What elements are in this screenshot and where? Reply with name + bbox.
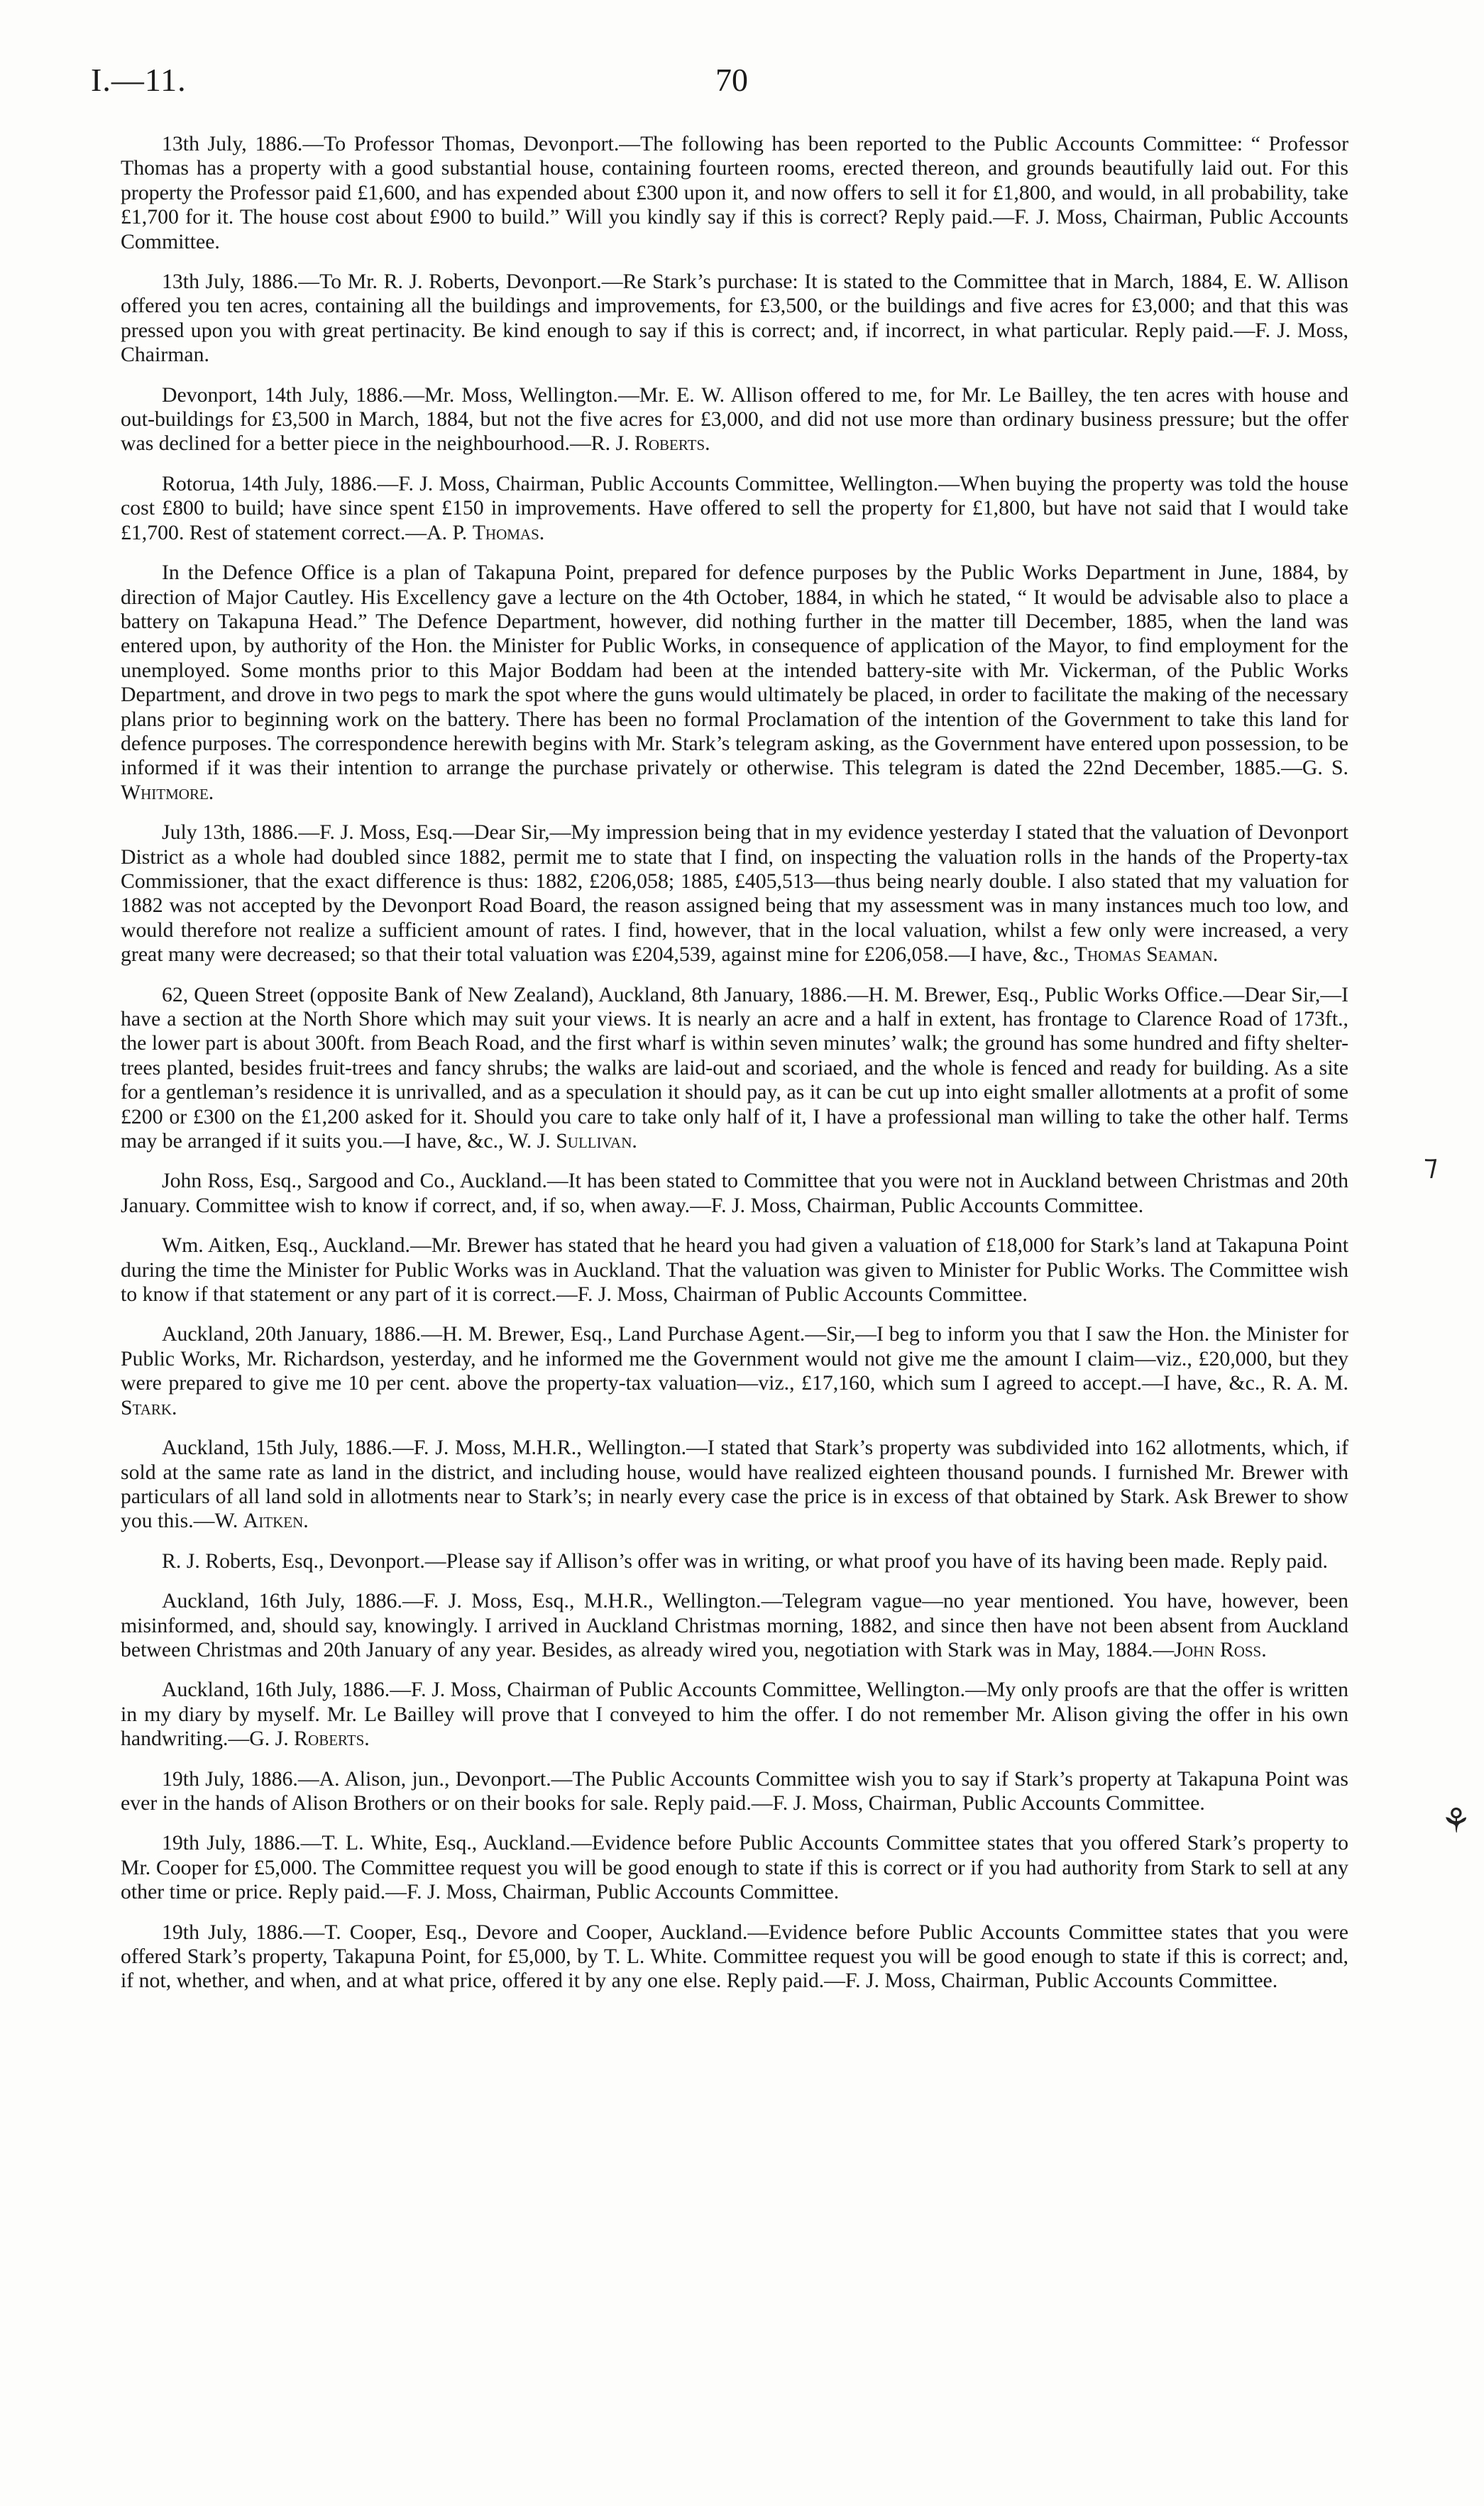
page-reference: I.—11. <box>91 62 187 98</box>
body-text <box>121 132 1348 2009</box>
paragraph: Auckland, 16th July, 1886.—F. J. Moss, Esq., M.H.R., Wellington.—Telegram vague—no year mentioned. You have, however, been misinformed, and, should say, knowingly. I arrived in Auckland Christmas morning, 1882, and since then have not been absent from Auckland between Christmas and 20th January of any year. Besides, as already wired you, negotiation with Stark was in May, 1884.—John Ross. <box>121 1589 1348 1661</box>
paragraph: In the Defence Office is a plan of Takapuna Point, prepared for defence purposes by the Public Works Department in June, 1884, by direction of Major Cautley. His Excellency gave a lecture on the 4th October, 1884, in which he stated, “ It would be advisable also to place a battery on Takapuna Head.” The Defence Department, however, did nothing further in the matter till December, 1885, when the land was entered upon, by authority of the Hon. the Minister for Public Works, in consequence of application of the Mayor, to find employment for the unemployed. Some months prior to this Major Boddam had been at the intended battery-site with Mr. Vickerman, of the Public Works Department, and drove in two pegs to mark the spot where the guns would ultimately be placed, in order to facilitate the making of the necessary plans prior to beginning work on the battery. There has been no formal Proclamation of the intention of the Government to take this land for defence purposes. The correspondence herewith begins with Mr. Stark’s telegram asking, as the Government have entered upon possession, to be informed if it was their intention to arrange the purchase privately or otherwise. This telegram is dated the 22nd December, 1885.—G. S. Whitmore. <box>121 561 1348 804</box>
paragraph: John Ross, Esq., Sargood and Co., Auckland.—It has been stated to Committee that you were not in Auckland between Christmas and 20th January. Committee wish to know if correct, and, if so, when away.—F. J. Moss, Chairman, Public Accounts Committee. <box>121 1169 1348 1217</box>
paragraph: 19th July, 1886.—A. Alison, jun., Devonport.—The Public Accounts Committee wish you to say if Stark’s property at Takapuna Point was ever in the hands of Alison Brothers or on their books for sale. Reply paid.—F. J. Moss, Chairman, Public Accounts Committee. <box>121 1766 1348 1815</box>
paragraph: Rotorua, 14th July, 1886.—F. J. Moss, Chairman, Public Accounts Committee, Wellington.—When buying the property was told the house cost £800 to build; have since spent £150 in improvements. Have offered to sell the property for £1,800, but have not said that I would take £1,700. Rest of statement correct.—A. P. Thomas. <box>121 471 1348 544</box>
paragraph: Wm. Aitken, Esq., Auckland.—Mr. Brewer has stated that he heard you had given a valuation of £18,000 for Stark’s land at Takapuna Point during the time the Minister for Public Works was in Auckland. That the valuation was given to Minister for Public Works. The Committee wish to know if that statement or any part of it is correct.—F. J. Moss, Chairman of Public Accounts Committee. <box>121 1233 1348 1307</box>
paragraph: Auckland, 20th January, 1886.—H. M. Brewer, Esq., Land Purchase Agent.—Sir,—I beg to inform you that I saw the Hon. the Minister for Public Works, Mr. Richardson, yesterday, and he informed me the Government would not give me the amount I claim—viz., £20,000, but they were prepared to give me 10 per cent. above the property-tax valuation—viz., £17,160, which sum I agreed to accept.—I have, &c., R. A. M. Stark. <box>121 1322 1348 1419</box>
paragraph: 13th July, 1886.—To Professor Thomas, Devonport.—The following has been reported to the Public Accounts Committee: “ Professor Thomas has a property with a good substantial house, containing fourteen rooms, erected thereon, and grounds beautifully laid out. For this property the Professor paid £1,600, and has expended about £300 upon it, and now offers to sell it for £1,800, and would, in all probability, take £1,700 for it. The house cost about £900 to build.” Will you kindly say if this is correct? Reply paid.—F. J. Moss, Chairman, Public Accounts Committee. <box>121 132 1348 253</box>
paragraph: 13th July, 1886.—To Mr. R. J. Roberts, Devonport.—Re Stark’s purchase: It is stated to the Committee that in March, 1884, E. W. Allison offered you ten acres, containing all the buildings and improvements, for £3,500, or the buildings and five acres for £3,000; and that this was pressed upon you with great pertinacity. Be kind enough to say if this is correct; and, if incorrect, in what particular. Reply paid.—F. J. Moss, Chairman. <box>121 270 1348 367</box>
paragraph: Auckland, 16th July, 1886.—F. J. Moss, Chairman of Public Accounts Committee, Wellington.—My only proofs are that the offer is written in my diary by myself. Mr. Le Bailley will prove that I conveyed to him the offer. I do not remember Mr. Alison giving the offer in his own handwriting.—G. J. Roberts. <box>121 1678 1348 1751</box>
page-number: 70 <box>715 62 748 98</box>
paragraph: Devonport, 14th July, 1886.—Mr. Moss, Wellington.—Mr. E. W. Allison offered to me, for Mr. Le Bailley, the ten acres with house and out-buildings for £3,500 in March, 1884, but not the five acres for £3,000, and did not use more than ordinary business pressure; but the offer was declined for a better piece in the neighbourhood.—R. J. Roberts. <box>121 383 1348 456</box>
paragraph: July 13th, 1886.—F. J. Moss, Esq.—Dear Sir,—My impression being that in my evidence yesterday I stated that the valuation of Devonport District as a whole had doubled since 1882, permit me to state that I find, on inspecting the valuation rolls in the hands of the Property-tax Commissioner, that the exact difference is thus: 1882, £206,058; 1885, £405,513—thus being nearly double. I also stated that my valuation for 1882 was not accepted by the Devonport Road Board, the reason assigned being that my assessment was in many instances much too low, and would therefore not realize a sufficient amount of rates. I find, however, that in the local valuation, whilst a few only were increased, a very great many were decreased; so that their total valuation was £204,539, against mine for £206,058.—I have, &c., Thomas Seaman. <box>121 820 1348 967</box>
paragraph: R. J. Roberts, Esq., Devonport.—Please say if Allison’s offer was in writing, or what proof you have of its having been made. Reply paid. <box>162 1549 1328 1573</box>
paragraph: 62, Queen Street (opposite Bank of New Zealand), Auckland, 8th January, 1886.—H. M. Brewer, Esq., Public Works Office.—Dear Sir,—I have a section at the North Shore which may suit your views. It is nearly an acre and a half in extent, has frontage to Clarence Road of 173ft., the lower part is about 300ft. from Beach Road, and the first wharf is within seven minutes’ walk; the ground has some hundred and fifty shelter-trees planted, besides fruit-trees and fancy shrubs; the walks are laid-out and scoriaed, and the whole is fenced and ready for building. As a site for a gentleman’s residence it is unrivalled, and as a speculation it should pay, as it can be cut up into eight smaller allotments at a profit of some £200 or £300 on the £1,200 asked for it. Should you care to take only half of it, I have a professional man willing to take the other half. Terms may be arranged if it suits you.—I have, &c., W. J. Sullivan. <box>121 982 1348 1153</box>
margin-mark: ⚘ <box>1441 1803 1472 1840</box>
paragraph: 19th July, 1886.—T. L. White, Esq., Auckland.—Evidence before Public Accounts Committee states that you offered Stark’s property to Mr. Cooper for £5,000. The Committee request you will be good enough to state if this is correct or if you had authority from Stark to sell at any other time or price. Reply paid.—F. J. Moss, Chairman, Public Accounts Committee. <box>121 1831 1348 1904</box>
paragraph: 19th July, 1886.—T. Cooper, Esq., Devore and Cooper, Auckland.—Evidence before Public Accounts Committee states that you were offered Stark’s property, Takapuna Point, for £5,000, by T. L. White. Committee request you will be good enough to state if this is correct; and, if not, whether, and when, and at what price, offered it by any one else. Reply paid.—F. J. Moss, Chairman, Public Accounts Committee. <box>121 1920 1348 1993</box>
paragraph: Auckland, 15th July, 1886.—F. J. Moss, M.H.R., Wellington.—I stated that Stark’s property was subdivided into 162 allotments, which, if sold at the same rate as land in the district, and including house, would have realized eighteen thousand pounds. I furnished Mr. Brewer with particulars of all land sold in allotments near to Stark’s; in nearly every case the price is in excess of that obtained by Stark. Ask Brewer to show you this.—W. Aitken. <box>121 1436 1348 1533</box>
margin-mark: ⁊ <box>1424 1149 1438 1181</box>
